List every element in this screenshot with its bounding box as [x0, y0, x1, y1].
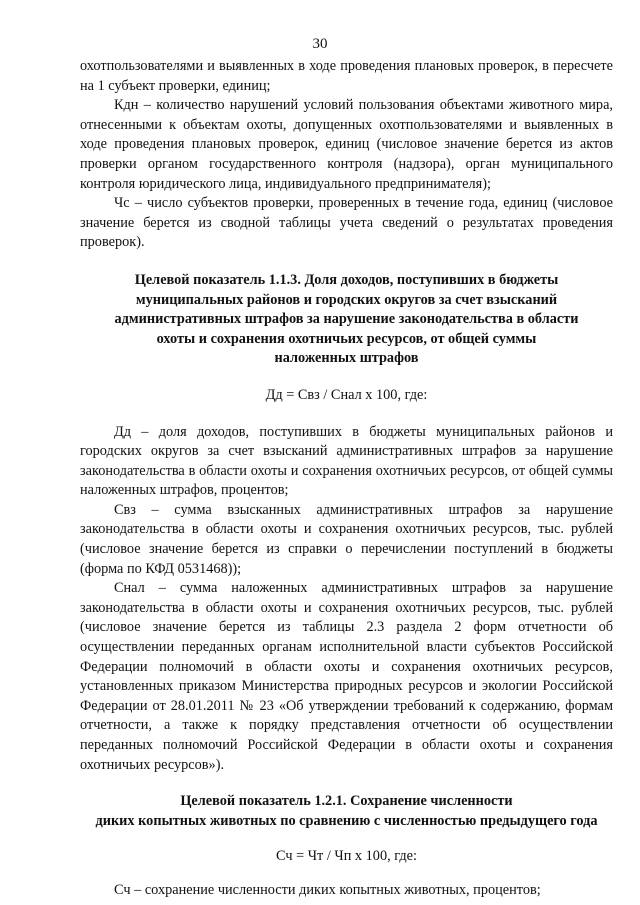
heading-line: охоты и сохранения охотничьих ресурсов, от общей суммы: [156, 330, 537, 347]
paragraph-snal-definition: Снал – сумма наложенных административных штрафов за нарушение законодательства в области охоты и сохранения охотничьих ресурсов, тыс. рублей (числовое значение берется из таблицы 2.3 раздела 2 форм отчетности об осуществлении переданных органам исполнительной власти субъектов Российской Федерации полномочий в области охоты и сохранения охотничьих ресурсов, установленных приказом Министерства природных ресурсов и экологии Российской Федерации от 28.01.2011 № 23 «Об утверждении требований к содержанию, формам отчетности, а также к порядку представления отчетности об осуществлении переданных полномочий Российской Федерации в области охоты и сохранения охотничьих ресурсов»).: [80, 580, 613, 773]
page-number: 30: [312, 36, 328, 52]
formula-dd: Дд = Свз / Снал х 100, где:: [265, 386, 428, 403]
section-heading-1-2-1: [80, 792, 613, 831]
paragraph-kdn-definition: Кдн – количество нарушений условий пользования объектами животного мира, отнесенными к объектам охоты, допущенных охотпользователями и выявленных в ходе проведения плановых проверок, единиц (числовое значение берется из актов проверки органом государственного контроля (надзора), орган муниципального контроля юридического лица, индивидуального предпринимателя);: [80, 97, 613, 192]
heading-line: наложенных штрафов: [274, 350, 419, 367]
paragraph-chs-definition: Чс – число субъектов проверки, проверенных в течение года, единиц (числовое значение берется из сводной таблицы учета сведений о результатах проведения проверок).: [80, 195, 613, 251]
paragraph-svz-definition: Свз – сумма взысканных административных штрафов за нарушение законодательства в области охоты и сохранения охотничьих ресурсов, тыс. рублей (числовое значение берется из справки о перечислении поступлений в бюджеты (форма по КФД 0531468));: [80, 501, 613, 577]
paragraph-dd-definition: Дд – доля доходов, поступивших в бюджеты муниципальных районов и городских округов за счет взысканий административных штрафов за нарушение законодательства в области охоты и сохранения охотничьих ресурсов, от общей суммы наложенных штрафов, процентов;: [80, 423, 613, 499]
section-heading-1-1-3: [80, 271, 613, 369]
heading-line: диких копытных животных по сравнению с численностью предыдущего года: [95, 812, 598, 829]
heading-line: Целевой показатель 1.2.1. Сохранение численности: [180, 793, 513, 810]
formula-sch: Сч = Чт / Чп х 100, где:: [276, 848, 417, 865]
heading-line: муниципальных районов и городских округов за счет взысканий: [135, 291, 558, 308]
paragraph-continuation: охотпользователями и выявленных в ходе проведения плановых проверок, в пересчете на 1 субъект проверки, единиц;: [80, 58, 613, 94]
paragraph-sch-definition: Сч – сохранение численности диких копытных животных, процентов;: [114, 881, 541, 898]
heading-line: административных штрафов за нарушение законодательства в области: [114, 311, 579, 328]
heading-line: Целевой показатель 1.1.3. Доля доходов, поступивших в бюджеты: [134, 271, 559, 288]
page-content: [80, 57, 613, 901]
